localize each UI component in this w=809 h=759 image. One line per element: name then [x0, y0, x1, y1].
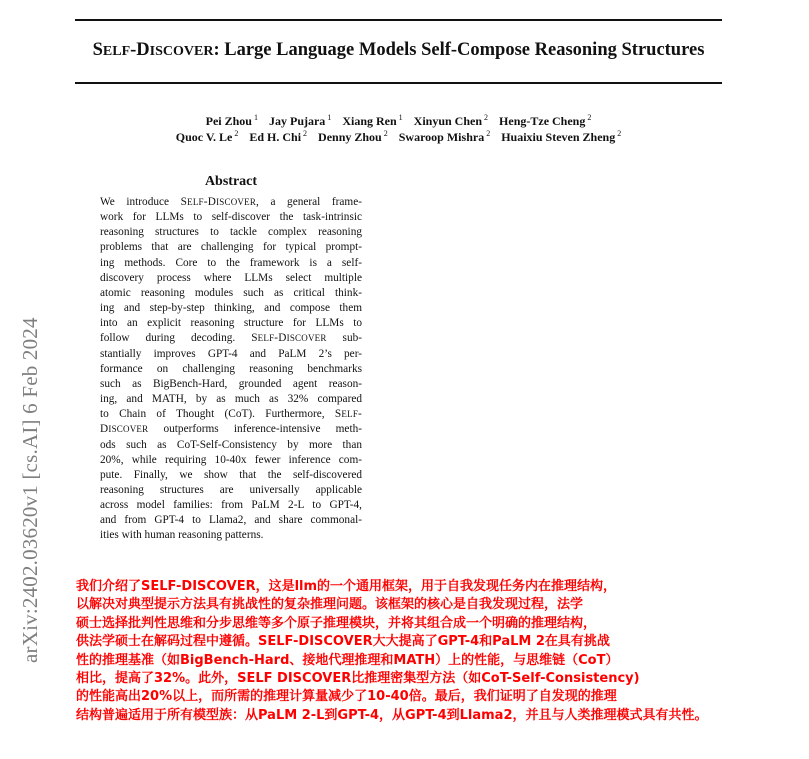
- abstract-line: and from GPT-4 to Llama2, and share commonal-: [100, 514, 362, 527]
- translation-line: 供法学硕士在解码过程中遵循。SELF-DISCOVER大大提高了GPT-4和PaLM 2在具有挑战: [76, 634, 610, 650]
- author-affiliation: 2: [587, 113, 592, 122]
- author-affiliation: 2: [484, 113, 489, 122]
- method-name: SELF-DISCOVER: [180, 196, 257, 208]
- arxiv-stamp: arXiv:2402.03620v1 [cs.AI] 6 Feb 2024: [18, 317, 42, 663]
- abstract-line: [100, 407, 362, 422]
- author-name: Pei Zhou: [205, 114, 252, 128]
- author-name: Quoc V. Le: [175, 130, 233, 144]
- author-affiliation: 1: [398, 113, 403, 122]
- author-affiliation: 1: [253, 113, 258, 122]
- title-sc-rest-2: ISCOVER: [149, 44, 214, 59]
- abstract-text: follow during decoding.: [100, 332, 252, 345]
- title-sc-initial-1: S: [92, 40, 103, 60]
- abstract-line: [100, 195, 362, 210]
- author-list-line-2: [75, 129, 722, 145]
- abstract-line: atomic reasoning modules such as critical think-: [100, 286, 362, 299]
- title-main-text: : Large Language Models Self-Compose Reasoning Structures: [213, 40, 705, 60]
- translation-line: 性的推理基准（如BigBench-Hard、接地代理推理和MATH）上的性能，与思维链（CoT）: [76, 652, 619, 668]
- author: [206, 114, 258, 128]
- method-name: SELF-: [334, 408, 362, 421]
- abstract-line: [100, 422, 362, 437]
- author: [342, 114, 402, 128]
- abstract-text: We introduce: [100, 196, 181, 208]
- abstract-text: sub-: [326, 332, 363, 345]
- abstract-text: , a general frame-: [256, 196, 362, 208]
- abstract-line: reasoning structures to tackle complex reasoning: [100, 226, 362, 239]
- translation-line: 相比，提高了32%。此外，SELF DISCOVER比推理密集型方法（如CoT-Self-Consistency): [76, 670, 640, 686]
- author: [318, 130, 388, 144]
- author: [501, 130, 621, 144]
- author-list-line-1: [75, 113, 722, 129]
- author-affiliation: 2: [617, 129, 622, 138]
- method-name: DISCOVER: [100, 423, 149, 436]
- author: [499, 114, 591, 128]
- author-name: Jay Pujara: [268, 114, 326, 128]
- author: [399, 130, 490, 144]
- abstract-line: ing methods. Core to the framework is a self-: [100, 256, 362, 269]
- author-affiliation: 2: [303, 129, 308, 138]
- title-rule-top: [75, 19, 722, 21]
- author-name: Xiang Ren: [342, 114, 397, 128]
- author: [414, 114, 488, 128]
- author-affiliation: 2: [383, 129, 388, 138]
- title-rule-bottom: [75, 82, 722, 84]
- author-affiliation: 2: [486, 129, 491, 138]
- translation-line: 的性能高出20%以上，而所需的推理计算量减少了10-40倍。最后，我们证明了自发现的推理: [76, 689, 617, 705]
- author-name: Xinyun Chen: [413, 114, 483, 128]
- abstract-line: into an explicit reasoning structure for LLMs to: [100, 317, 362, 330]
- translation-line: 硕士选择批判性思维和分步思维等多个原子推理模块，并将其组合成一个明确的推理结构，: [76, 615, 597, 631]
- author-affiliation: 1: [327, 113, 332, 122]
- author-name: Heng-Tze Cheng: [499, 114, 586, 128]
- abstract-line: stantially improves GPT-4 and PaLM 2’s per-: [100, 347, 362, 360]
- author: [249, 130, 307, 144]
- abstract-heading: Abstract: [204, 174, 258, 189]
- translation-line: 以解决对典型提示方法具有挑战性的复杂推理问题。该框架的核心是自我发现过程，法学: [76, 597, 584, 613]
- translation-line: 我们介绍了SELF-DISCOVER，这是llm的一个通用框架，用于自我发现任务内在推理结构，: [76, 579, 617, 594]
- abstract-line: discovery process where LLMs select multiple: [100, 271, 362, 284]
- method-name: SELF-DISCOVER: [251, 332, 327, 345]
- abstract-line: ing, and MATH, by as much as 32% compared: [100, 393, 362, 406]
- title-hyphen: -: [130, 40, 137, 60]
- abstract-line: 20%, while requiring 10-40x fewer inference com-: [100, 453, 362, 466]
- abstract-line: ing and step-by-step thinking, and compose them: [100, 302, 362, 315]
- chinese-translation: [76, 578, 804, 725]
- abstract-line: across model families: from PaLM 2-L to GPT-4,: [100, 499, 362, 512]
- title-sc-initial-2: D: [136, 40, 150, 60]
- author-name: Denny Zhou: [318, 130, 382, 144]
- author: [269, 114, 331, 128]
- author-name: Huaixiu Steven Zheng: [501, 130, 616, 144]
- abstract-line: work for LLMs to self-discover the task-intrinsic: [100, 211, 362, 224]
- author: [176, 130, 239, 144]
- title-sc-rest-1: ELF: [102, 44, 131, 59]
- abstract-line: ities with human reasoning patterns.: [100, 529, 264, 542]
- abstract-line: problems that are challenging for typical prompt-: [100, 241, 362, 254]
- translation-line: 结构普遍适用于所有模型族：从PaLM 2-L到GPT-4，从GPT-4到Llama2，并且与人类推理模式具有共性。: [76, 707, 708, 723]
- abstract-line: reasoning structures are universally applicable: [100, 483, 362, 496]
- author-name: Swaroop Mishra: [398, 130, 485, 144]
- abstract-text: outperforms inference-intensive meth-: [148, 423, 362, 436]
- abstract-line: formance on challenging reasoning benchmarks: [100, 362, 362, 375]
- author-affiliation: 2: [234, 129, 239, 138]
- paper-title: [75, 40, 722, 61]
- author-name: Ed H. Chi: [249, 130, 302, 144]
- abstract-line: such as BigBench-Hard, grounded agent reason-: [100, 377, 362, 390]
- abstract-text: to Chain of Thought (CoT). Furthermore,: [100, 408, 335, 421]
- abstract-line: [100, 331, 362, 346]
- abstract-line: ods such as CoT-Self-Consistency by more than: [100, 438, 362, 451]
- abstract-line: pute. Finally, we show that the self-discovered: [100, 468, 362, 481]
- abstract-body: [100, 195, 362, 544]
